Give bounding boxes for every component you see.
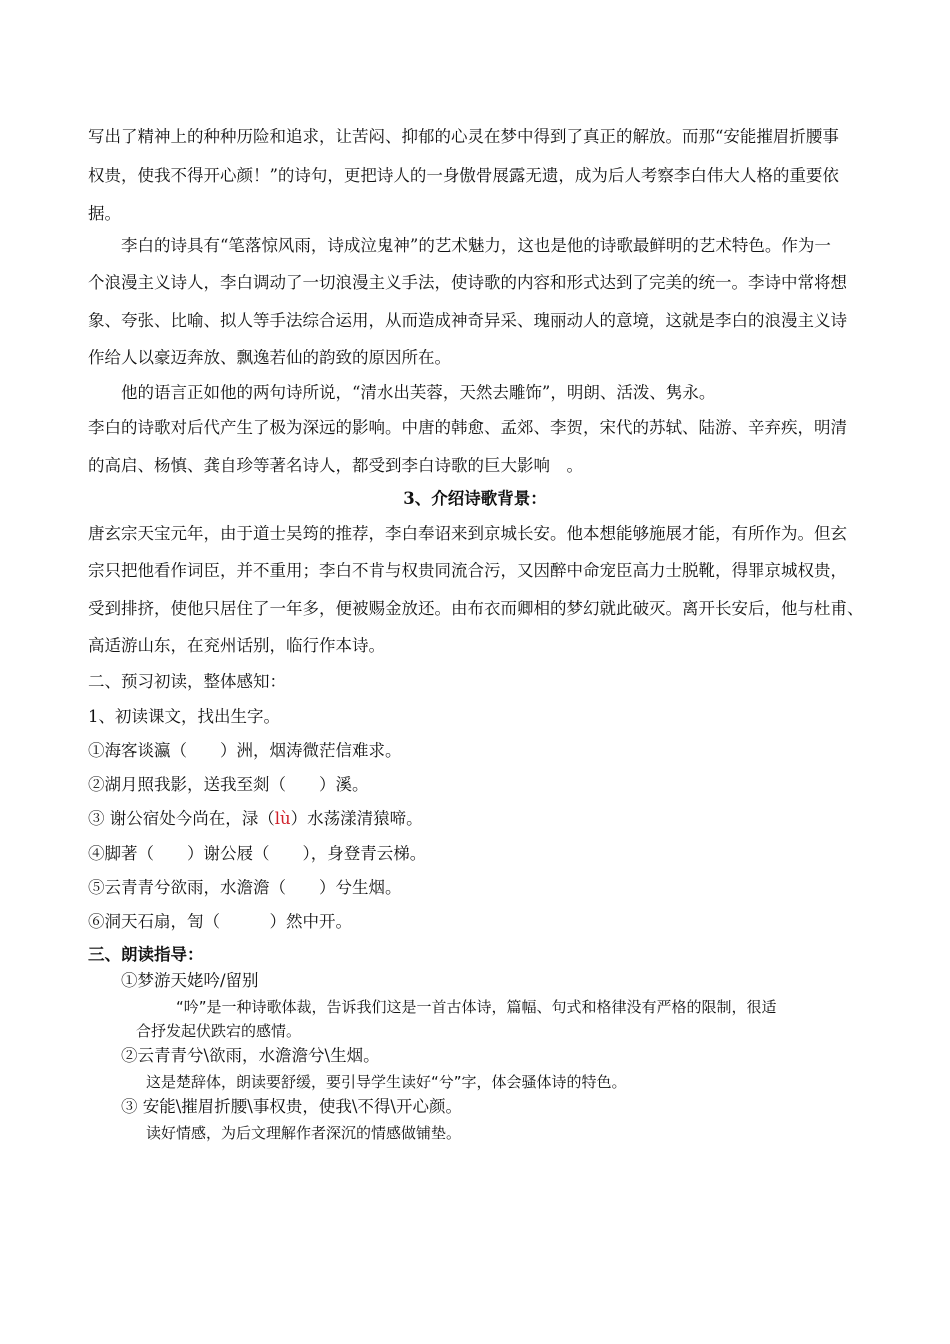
pinyin-annotation: lù — [274, 809, 291, 828]
text-line: 李白的诗具有“笔落惊风雨，诗成泣鬼神”的艺术魅力，这也是他的诗歌最鲜明的艺术特色。作为一 — [121, 236, 831, 255]
section-heading: 3、介绍诗歌背景： — [403, 489, 547, 508]
text-line: 个浪漫主义诗人，李白调动了一切浪漫主义手法，使诗歌的内容和形式达到了完美的统一。李诗中常将想 — [88, 273, 847, 292]
item-text: ③ 谢公宿处今尚在，渌（ — [88, 809, 275, 828]
guide-note: 读好情感，为后文理解作者深沉的情感做铺垫。 — [146, 1124, 462, 1142]
guide-note: 合抒发起伏跌宕的感情。 — [136, 1022, 302, 1040]
para-3: 他的语言正如他的两句诗所说，“清水出芙蓉，天然去雕饰”，明朗、活泼、隽永。 — [121, 383, 716, 402]
guide-note: 这是楚辞体，朗读要舒缓，要引导学生读好“兮”字，体会骚体诗的特色。 — [146, 1073, 627, 1091]
text-line: 权贵，使我不得开心颜！”的诗句，更把诗人的一身傲骨展露无遗，成为后人考察李白伟大人格的重要依 — [88, 166, 839, 185]
text-line: 受到排挤，使他只居住了一年多，便被赐金放还。由布衣而卿相的梦幻就此破灭。离开长安后，他与杜甫、 — [88, 599, 864, 618]
item-text: ）水荡漾清猿啼。 — [290, 809, 423, 828]
text-line: 唐玄宗天宝元年，由于道士吴筠的推荐，李白奉诏来到京城长安。他本想能够施展才能，有所作为。但玄 — [88, 524, 847, 543]
list-item: ⑥洞天石扇，訇（ ）然中开。 — [88, 912, 352, 931]
text-line: 据。 — [88, 204, 121, 223]
task-label: 1、初读课文，找出生字。 — [88, 707, 280, 726]
text-line: 象、夸张、比喻、拟人等手法综合运用，从而造成神奇异采、瑰丽动人的意境，这就是李白的浪漫主义诗 — [88, 311, 847, 330]
guide-item: ②云青青兮\欲雨，水澹澹兮\生烟。 — [121, 1046, 380, 1065]
list-item: ⑤云青青兮欲雨，水澹澹（ ）兮生烟。 — [88, 878, 402, 897]
section-heading: 三、朗读指导： — [88, 945, 204, 964]
list-item: ④脚著（ ）谢公屐（ ），身登青云梯。 — [88, 844, 427, 863]
text-line: 作给人以豪迈奔放、飘逸若仙的韵致的原因所在。 — [88, 348, 451, 367]
section-heading: 二、预习初读，整体感知： — [88, 672, 286, 691]
text-line: 的高启、杨慎、龚自珍等著名诗人，都受到李白诗歌的巨大影响 。 — [88, 456, 583, 475]
text-line: 宗只把他看作词臣，并不重用；李白不肯与权贵同流合污，又因醉中命宠臣高力士脱靴，得罪京城权贵， — [88, 561, 847, 580]
text-line: 高适游山东，在兖州话别，临行作本诗。 — [88, 636, 385, 655]
text-line: 李白的诗歌对后代产生了极为深远的影响。中唐的韩愈、孟郊、李贺，宋代的苏轼、陆游、辛弃疾，明清 — [88, 418, 847, 437]
guide-item: ③ 安能\摧眉折腰\事权贵，使我\不得\开心颜。 — [121, 1097, 462, 1116]
list-item — [88, 809, 423, 829]
guide-item: ①梦游天姥吟/留别 — [121, 971, 259, 990]
text-line: 写出了精神上的种种历险和追求，让苦闷、抑郁的心灵在梦中得到了真正的解放。而那“安能摧眉折腰事 — [88, 127, 839, 146]
list-item: ②湖月照我影，送我至剡（ ）溪。 — [88, 775, 369, 794]
guide-note: “吟”是一种诗歌体裁，告诉我们这是一首古体诗，篇幅、句式和格律没有严格的限制，很适 — [176, 998, 777, 1016]
list-item: ①海客谈瀛（ ）洲，烟涛微茫信难求。 — [88, 741, 402, 760]
